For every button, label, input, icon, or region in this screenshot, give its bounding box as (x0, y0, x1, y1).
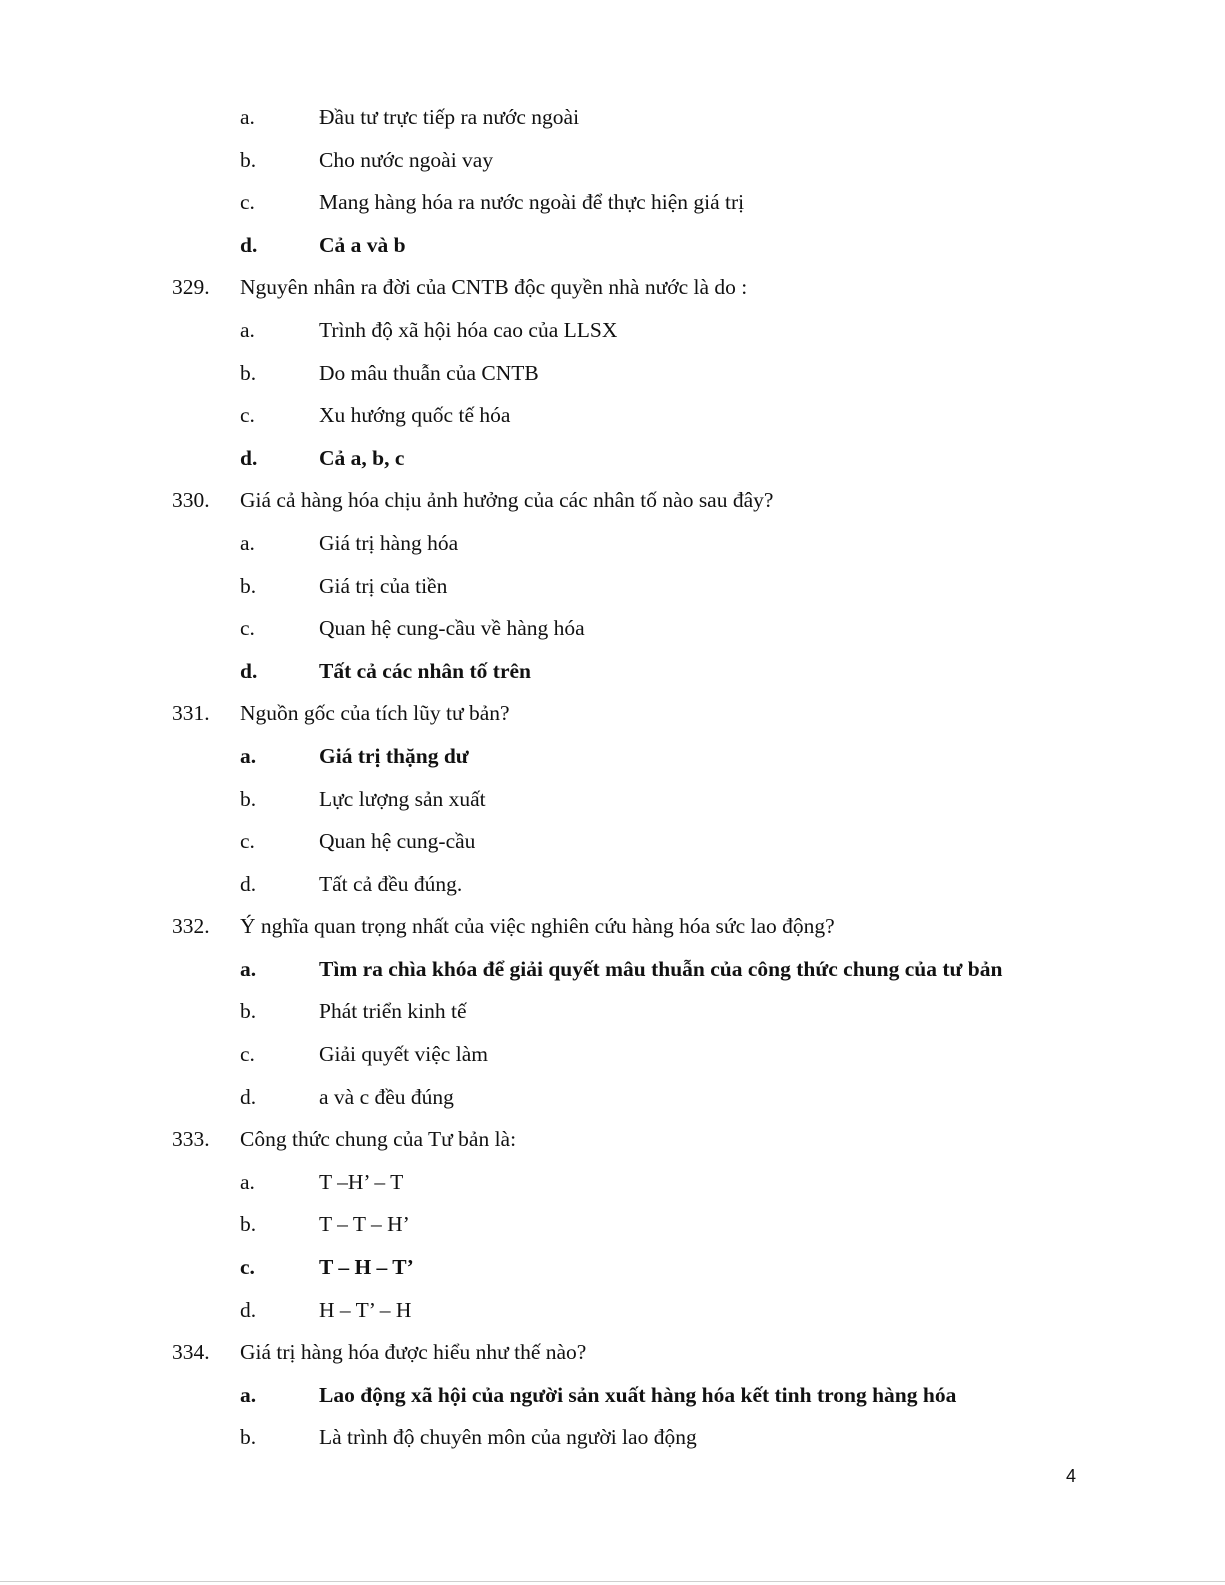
answer-option (0, 1203, 1225, 1246)
option-letter: d. (240, 232, 258, 257)
question-number: 329. (172, 275, 210, 300)
option-text: Giá trị hàng hóa (319, 530, 459, 555)
option-text: Xu hướng quốc tế hóa (319, 403, 511, 428)
question-line (0, 1118, 1225, 1161)
option-text: Là trình độ chuyên môn của người lao động (319, 1425, 697, 1450)
question-line (0, 479, 1225, 522)
question-text: Giá cả hàng hóa chịu ảnh hưởng của các nhân tố nào sau đây? (240, 488, 774, 513)
option-text: Phát triển kinh tế (319, 999, 467, 1024)
page-number: 4 (1066, 1466, 1077, 1486)
option-letter: b. (240, 573, 257, 598)
question-number: 333. (172, 1127, 210, 1152)
answer-option (0, 778, 1225, 821)
answer-option (0, 1033, 1225, 1076)
option-text: Giá trị thặng dư (319, 743, 469, 768)
question-number: 334. (172, 1340, 210, 1365)
answer-option-correct (0, 1374, 1225, 1417)
option-text: Giải quyết việc làm (319, 1042, 488, 1067)
option-text: H – T’ – H (319, 1297, 412, 1322)
question-number: 332. (172, 914, 210, 939)
option-letter: b. (240, 1425, 257, 1450)
option-letter: a. (240, 530, 255, 555)
option-text: Tất cả các nhân tố trên (319, 658, 531, 683)
option-letter: b. (240, 786, 257, 811)
option-letter: c. (240, 1042, 255, 1067)
answer-option (0, 394, 1225, 437)
question-text: Ý nghĩa quan trọng nhất của việc nghiên cứu hàng hóa sức lao động? (240, 914, 835, 939)
page-bottom-rule (0, 1581, 1225, 1582)
option-letter: d. (240, 1297, 257, 1322)
answer-option (0, 1416, 1225, 1459)
option-letter: b. (240, 360, 257, 385)
option-text: T –H’ – T (319, 1169, 404, 1194)
question-text: Giá trị hàng hóa được hiểu như thế nào? (240, 1340, 587, 1365)
option-letter: b. (240, 1212, 257, 1237)
answer-option-correct (0, 1246, 1225, 1289)
answer-option (0, 820, 1225, 863)
answer-option (0, 139, 1225, 182)
question-text: Nguyên nhân ra đời của CNTB độc quyền nhà nước là do : (240, 275, 748, 300)
answer-option (0, 96, 1225, 139)
option-text: Mang hàng hóa ra nước ngoài để thực hiện giá trị (319, 190, 745, 215)
option-text: Giá trị của tiền (319, 573, 448, 598)
question-line (0, 266, 1225, 309)
option-letter: d. (240, 445, 258, 470)
option-text: T – T – H’ (319, 1212, 410, 1237)
option-letter: c. (240, 1255, 255, 1280)
option-text: Cả a, b, c (319, 445, 405, 470)
option-text: Do mâu thuẫn của CNTB (319, 360, 539, 385)
answer-option (0, 1076, 1225, 1119)
answer-option-correct (0, 650, 1225, 693)
answer-option-correct (0, 437, 1225, 480)
option-letter: c. (240, 829, 255, 854)
answer-option (0, 1161, 1225, 1204)
option-letter: a. (240, 956, 257, 981)
option-letter: c. (240, 403, 255, 428)
question-text: Công thức chung của Tư bản là: (240, 1127, 517, 1152)
option-text: Cho nước ngoài vay (319, 147, 494, 172)
option-letter: b. (240, 147, 257, 172)
answer-option (0, 352, 1225, 395)
option-text: a và c đều đúng (319, 1084, 454, 1109)
question-number: 331. (172, 701, 210, 726)
option-letter: b. (240, 999, 257, 1024)
option-text: Lao động xã hội của người sản xuất hàng hóa kết tinh trong hàng hóa (319, 1382, 957, 1407)
option-text: Tất cả đều đúng. (319, 871, 463, 896)
option-text: T – H – T’ (319, 1255, 414, 1280)
answer-option-correct (0, 224, 1225, 267)
question-number: 330. (172, 488, 210, 513)
answer-option (0, 522, 1225, 565)
question-line (0, 1331, 1225, 1374)
option-letter: d. (240, 871, 257, 896)
question-text: Nguồn gốc của tích lũy tư bản? (240, 701, 510, 726)
question-line (0, 692, 1225, 735)
answer-option (0, 990, 1225, 1033)
answer-option (0, 1289, 1225, 1332)
answer-option (0, 863, 1225, 906)
answer-option (0, 607, 1225, 650)
option-letter: d. (240, 1084, 257, 1109)
option-text: Trình độ xã hội hóa cao của LLSX (319, 317, 618, 342)
option-letter: d. (240, 658, 258, 683)
option-letter: a. (240, 1169, 255, 1194)
option-text: Đầu tư trực tiếp ra nước ngoài (319, 105, 580, 129)
answer-option-correct (0, 735, 1225, 778)
answer-option-correct (0, 948, 1225, 991)
answer-option (0, 181, 1225, 224)
question-line (0, 905, 1225, 948)
document-body (0, 96, 1225, 1459)
option-letter: a. (240, 1382, 257, 1407)
answer-option (0, 309, 1225, 352)
option-text: Quan hệ cung-cầu về hàng hóa (319, 616, 585, 641)
option-letter: a. (240, 743, 257, 768)
option-text: Cả a và b (319, 232, 406, 257)
option-letter: a. (240, 317, 255, 342)
answer-option (0, 565, 1225, 608)
option-letter: a. (240, 105, 255, 129)
option-text: Quan hệ cung-cầu (319, 829, 476, 854)
option-letter: c. (240, 190, 255, 215)
option-text: Tìm ra chìa khóa để giải quyết mâu thuẫn của công thức chung của tư bản (319, 956, 1003, 981)
option-text: Lực lượng sản xuất (319, 786, 486, 811)
option-letter: c. (240, 616, 255, 641)
